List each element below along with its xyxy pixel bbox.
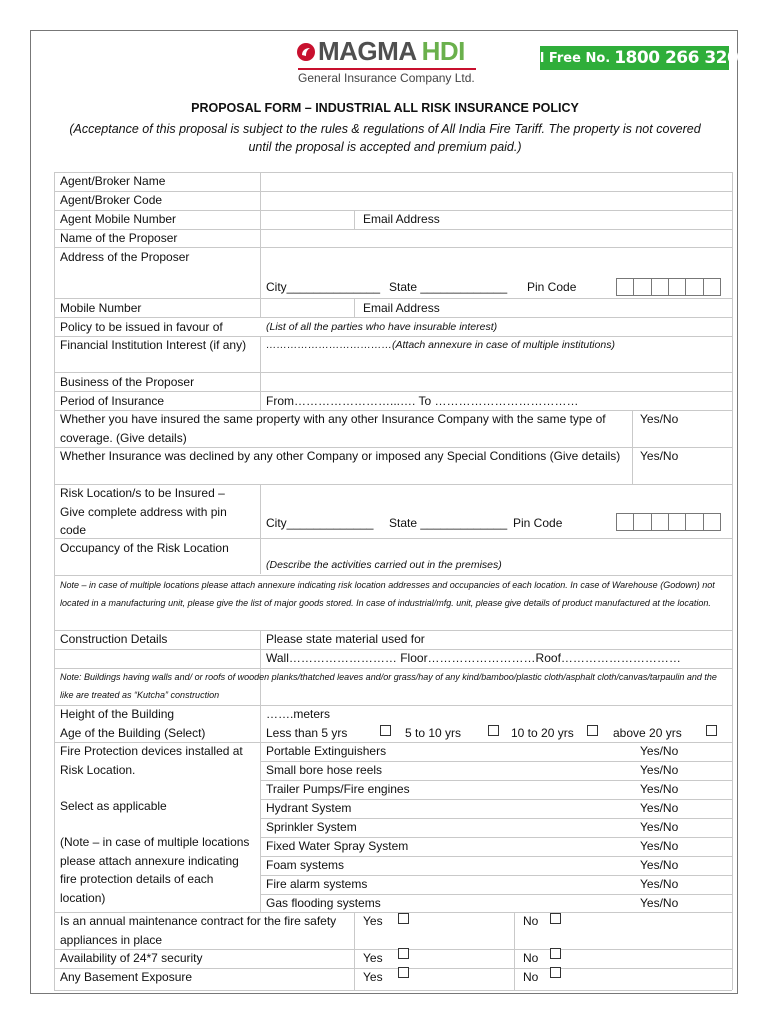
logo-underline [298, 68, 476, 70]
age-checkbox-above-20[interactable] [706, 725, 717, 736]
logo-wordmark: MAGMA HDI [318, 36, 465, 66]
amc-yes-checkbox[interactable] [398, 913, 409, 924]
company-logo [296, 36, 486, 86]
security-question: Availability of 24*7 security [60, 951, 203, 965]
kutcha-note: Note: Buildings having walls and/ or roofs of wooden planks/thatched leaves and/or grass/hay of any kind/bamboo/plastic cloth/asphalt cloth/canvas/tarpaulin and the like are treated as “Kutcha” construction [60, 672, 717, 701]
period-value[interactable]: From……………………...…. To ……………………………… [266, 394, 579, 408]
fii-hint: ………………………………(Attach annexure in case of multiple institutions) [266, 339, 615, 351]
device-name: Trailer Pumps/Fire engines [266, 782, 410, 796]
security-no-checkbox[interactable] [550, 948, 561, 959]
risk-location-label: Risk Location/s to be Insured – Give complete address with pin code [60, 486, 227, 537]
amc-no-checkbox[interactable] [550, 913, 561, 924]
device-answer[interactable]: Yes/No [640, 820, 679, 834]
device-answer[interactable]: Yes/No [640, 744, 679, 758]
toll-free-number: 1800 266 3202 [614, 48, 750, 68]
form-title: PROPOSAL FORM – INDUSTRIAL ALL RISK INSURANCE POLICY [191, 101, 579, 115]
mobile-number-label: Mobile Number [60, 301, 142, 315]
device-name: Gas flooding systems [266, 896, 381, 910]
proposer-email-label: Email Address [363, 301, 440, 315]
state-field-1[interactable]: State _____________ [389, 280, 508, 294]
multiple-locations-note: Note – in case of multiple locations please attach annexure indicating risk location addresses and occupancies of each location. In case of Warehouse (Godown) not located in a manufacturing unit, please give the list of major goods stored. In case of industrial/mfg. unit, please give details of product manufactured at the location. [60, 580, 715, 609]
device-name: Hydrant System [266, 801, 352, 815]
proposer-address-label: Address of the Proposer [60, 250, 190, 264]
pin-code-label-2: Pin Code [513, 516, 563, 530]
basement-no-label: No [523, 970, 539, 984]
fire-protection-note: (Note – in case of multiple locations please attach annexure indicating fire protection details of each location) [60, 835, 250, 905]
security-no-label: No [523, 951, 539, 965]
basement-question: Any Basement Exposure [60, 970, 193, 984]
toll-free-label: Toll Free No. [519, 50, 611, 66]
policy-favour-label: Policy to be issued in favour of [60, 320, 223, 334]
period-label: Period of Insurance [60, 394, 165, 408]
policy-favour-hint: (List of all the parties who have insurable interest) [266, 321, 498, 333]
occupancy-label: Occupancy of the Risk Location [60, 541, 229, 555]
pin-code-boxes-2[interactable] [616, 513, 721, 531]
device-name: Sprinkler System [266, 820, 357, 834]
age-option-label: 5 to 10 yrs [405, 726, 462, 740]
basement-no-checkbox[interactable] [550, 967, 561, 978]
security-yes-label: Yes [363, 951, 383, 965]
insurance-declined-question: Whether Insurance was declined by any other Company or imposed any Special Conditions (Give details) [60, 449, 621, 463]
device-answer[interactable]: Yes/No [640, 877, 679, 891]
fire-protection-label: Fire Protection devices installed at Risk Location. [60, 744, 243, 777]
basement-yes-checkbox[interactable] [398, 967, 409, 978]
device-answer[interactable]: Yes/No [640, 896, 679, 910]
age-option-label: Less than 5 yrs [266, 726, 348, 740]
age-checkbox-5-10[interactable] [488, 725, 499, 736]
age-option-label: above 20 yrs [613, 726, 682, 740]
pin-code-label-1: Pin Code [527, 280, 577, 294]
age-option-label: 10 to 20 yrs [511, 726, 574, 740]
basement-yes-label: Yes [363, 970, 383, 984]
occupancy-hint: (Describe the activities carried out in the premises) [266, 559, 502, 571]
amc-yes-label: Yes [363, 914, 383, 928]
device-name: Foam systems [266, 858, 345, 872]
construction-hint: Please state material used for [266, 632, 425, 646]
form-subtitle: (Acceptance of this proposal is subject to the rules & regulations of All India Fire Tariff. The property is not covered until the proposal is accepted and premium paid.) [69, 122, 701, 154]
proposal-form [54, 172, 732, 990]
agent-email-label: Email Address [363, 212, 440, 226]
construction-label: Construction Details [60, 632, 168, 646]
state-field-2[interactable]: State _____________ [389, 516, 508, 530]
device-name: Fixed Water Spray System [266, 839, 409, 853]
construction-materials[interactable]: Wall……………………… Floor………………………Roof………………………… [266, 651, 681, 665]
agent-mobile-label: Agent Mobile Number [60, 212, 177, 226]
business-label: Business of the Proposer [60, 375, 195, 389]
insurance-declined-answer[interactable]: Yes/No [640, 449, 679, 463]
amc-no-label: No [523, 914, 539, 928]
device-answer[interactable]: Yes/No [640, 782, 679, 796]
device-name: Portable Extinguishers [266, 744, 387, 758]
insured-same-property-answer[interactable]: Yes/No [640, 412, 679, 426]
device-name: Small bore hose reels [266, 763, 383, 777]
amc-question: Is an annual maintenance contract for the fire safety appliances in place [60, 914, 337, 947]
agent-broker-name-label: Agent/Broker Name [60, 174, 166, 188]
fii-label: Financial Institution Interest (if any) [60, 338, 247, 352]
select-as-applicable-label: Select as applicable [60, 799, 167, 813]
device-name: Fire alarm systems [266, 877, 368, 891]
proposer-name-label: Name of the Proposer [60, 231, 178, 245]
toll-free-banner [519, 46, 750, 70]
logo-company-name: General Insurance Company Ltd. [298, 71, 475, 85]
city-field-2[interactable]: City_____________ [266, 516, 374, 530]
insured-same-property-question: Whether you have insured the same property with any other Insurance Company with the same type of coverage. (Give details) [60, 412, 606, 445]
age-checkbox-less-5[interactable] [380, 725, 391, 736]
security-yes-checkbox[interactable] [398, 948, 409, 959]
device-answer[interactable]: Yes/No [640, 763, 679, 777]
device-answer[interactable]: Yes/No [640, 858, 679, 872]
device-answer[interactable]: Yes/No [640, 801, 679, 815]
pin-code-boxes-1[interactable] [616, 278, 721, 296]
height-value[interactable]: …….meters [266, 707, 331, 721]
age-checkbox-10-20[interactable] [587, 725, 598, 736]
height-label: Height of the Building [60, 707, 175, 721]
magma-logo-icon [296, 42, 316, 62]
city-field-1[interactable]: City______________ [266, 280, 381, 294]
agent-broker-code-label: Agent/Broker Code [60, 193, 163, 207]
age-label: Age of the Building (Select) [60, 726, 206, 740]
device-answer[interactable]: Yes/No [640, 839, 679, 853]
